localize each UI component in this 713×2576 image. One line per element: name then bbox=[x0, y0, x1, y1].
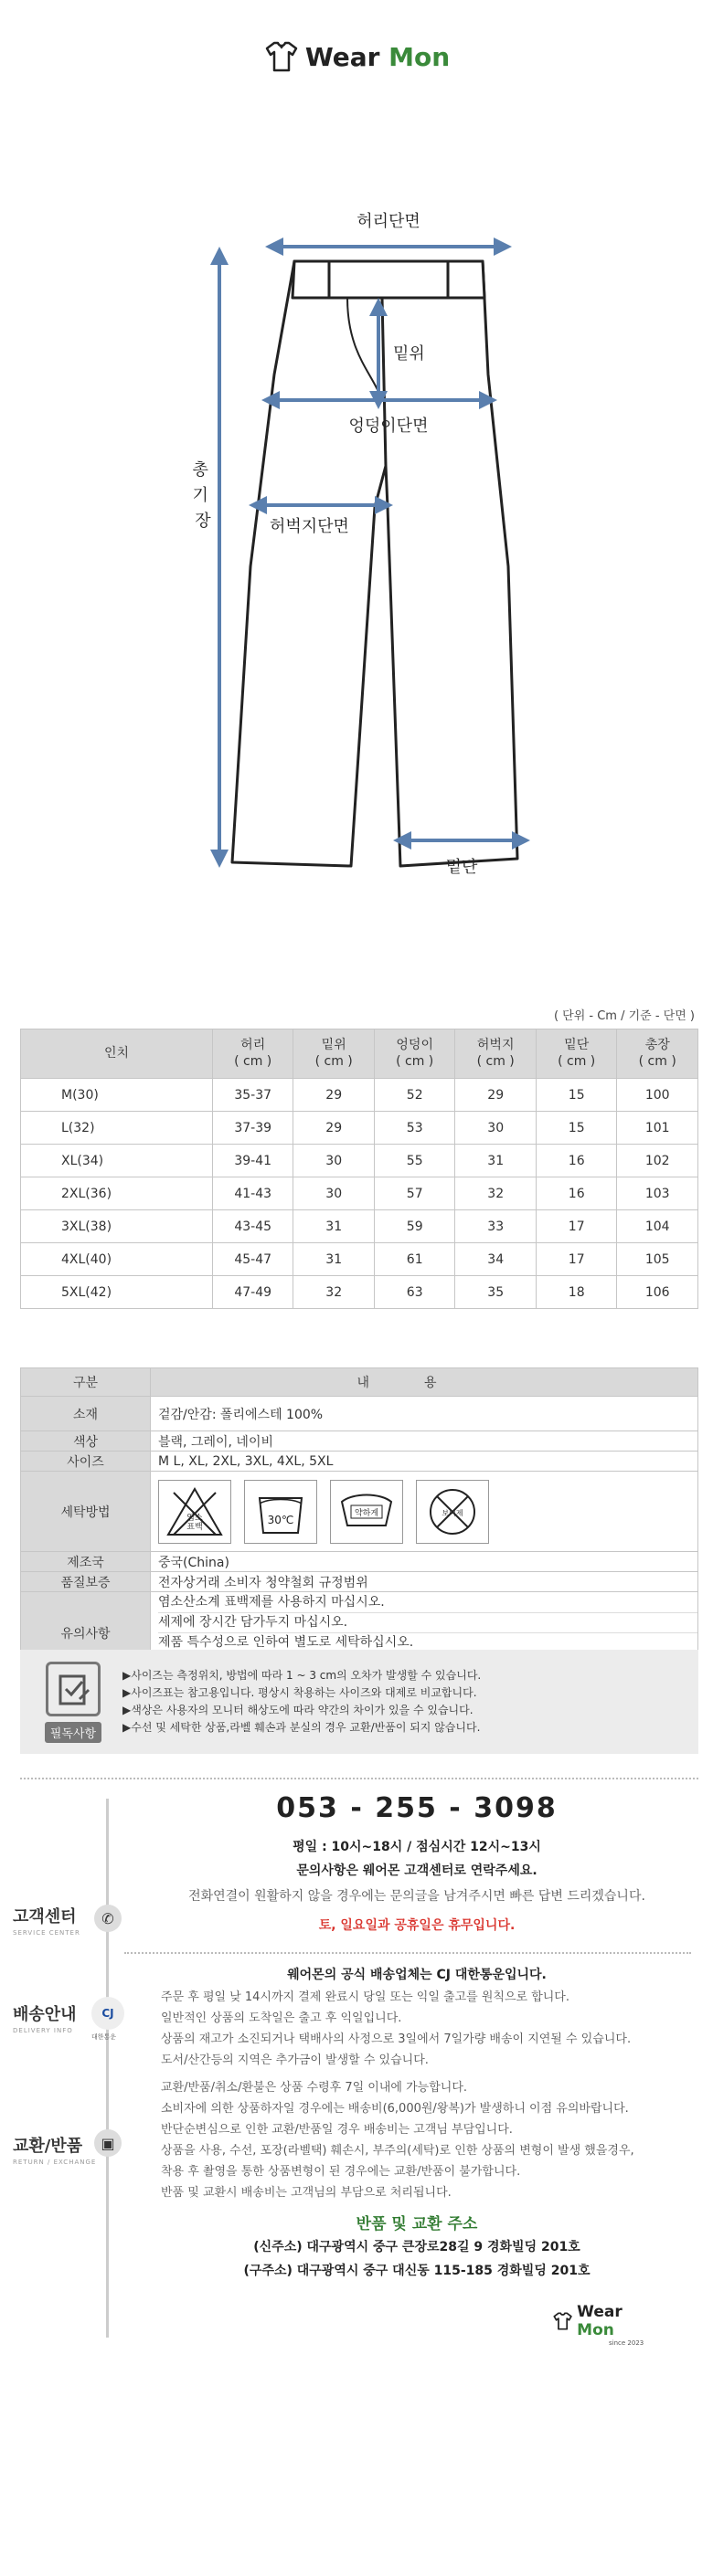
size-cell: 61 bbox=[374, 1243, 455, 1276]
no-dry-clean-icon bbox=[416, 1480, 489, 1544]
cs-closed: 토, 일요일과 공휴일은 휴무입니다. bbox=[318, 1918, 516, 1933]
box-icon: ▣ bbox=[94, 2129, 122, 2157]
notice-label: 필독사항 bbox=[45, 1722, 101, 1743]
notice-line: ▶수선 및 세탁한 상품,라벨 훼손과 분실의 경우 교환/반품이 되지 않습니다. bbox=[122, 1721, 481, 1734]
brand-logo-bottom: Wear Mon since 2023 bbox=[552, 2311, 662, 2338]
size-cell: 106 bbox=[617, 1276, 698, 1309]
delivery-line: 상품의 재고가 소진되거나 택배사의 사정으로 3일에서 7일가량 배송이 지연될 수 있습니다. bbox=[161, 2032, 632, 2046]
size-cell: 30 bbox=[293, 1177, 375, 1210]
size-cell: 32 bbox=[293, 1276, 375, 1309]
return-info bbox=[124, 2077, 709, 2279]
return-line: 착용 후 촬영을 통한 상품변형이 된 경우에는 교환/반품이 불가합니다. bbox=[161, 2165, 521, 2179]
size-cell: 17 bbox=[536, 1243, 617, 1276]
size-row bbox=[21, 1112, 698, 1145]
return-line: 상품을 사용, 수선, 포장(라벨택) 훼손시, 부주의(세탁)로 인한 상품의 변형이 발생 했을경우, bbox=[161, 2144, 634, 2158]
unit-note: ( 단위 - Cm / 기준 - 단면 ) bbox=[553, 1009, 695, 1023]
brand-since: since 2023 bbox=[609, 2339, 644, 2347]
size-cell: 15 bbox=[536, 1079, 617, 1112]
spec-table bbox=[20, 1367, 698, 1674]
size-cell: 29 bbox=[293, 1112, 375, 1145]
size-header-2: 밑위 ( cm ) bbox=[293, 1029, 375, 1079]
size-cell: 34 bbox=[455, 1243, 537, 1276]
delivery-info bbox=[124, 1965, 709, 2071]
size-row bbox=[21, 1079, 698, 1112]
wash-temp: 30℃ bbox=[267, 1513, 294, 1526]
size-cell: 17 bbox=[536, 1210, 617, 1243]
size-value: M L, XL, 2XL, 3XL, 4XL, 5XL bbox=[158, 1453, 334, 1469]
checklist-icon bbox=[46, 1662, 101, 1716]
cs-hours: 평일 : 10시~18시 / 점심시간 12시~13시 bbox=[293, 1840, 541, 1854]
addr-old: (구주소) 대구광역시 중구 대신동 115-185 경화빌딩 201호 bbox=[243, 2264, 591, 2278]
delivery-title: 웨어몬의 공식 배송업체는 CJ 대한통운입니다. bbox=[287, 1968, 547, 1982]
material-key: 소재 bbox=[21, 1397, 151, 1431]
brand-name-b: Mon bbox=[388, 41, 451, 72]
shirt-icon-small bbox=[552, 2311, 573, 2331]
size-cell: 53 bbox=[374, 1112, 455, 1145]
color-key: 색상 bbox=[21, 1431, 151, 1451]
size-header-5: 밑단 ( cm ) bbox=[536, 1029, 617, 1079]
notice-lines bbox=[122, 1667, 481, 1737]
size-cell: 29 bbox=[455, 1079, 537, 1112]
size-cell: 105 bbox=[617, 1243, 698, 1276]
cs-callback: 전화연결이 원활하지 않을 경우에는 문의글을 남겨주시면 빠른 답변 드리겠습니다. bbox=[188, 1889, 645, 1904]
size-cell: 31 bbox=[455, 1145, 537, 1177]
pants-outline bbox=[232, 261, 517, 866]
hem-label: 밑단 bbox=[445, 858, 478, 877]
size-cell: 43-45 bbox=[212, 1210, 293, 1243]
size-cell: 100 bbox=[617, 1079, 698, 1112]
customer-service-section bbox=[0, 1792, 713, 2347]
size-row bbox=[21, 1177, 698, 1210]
notice-line: ▶사이즈는 측정위치, 방법에 따라 1 ~ 3 cm의 오차가 발생할 수 있습니다. bbox=[122, 1669, 482, 1682]
notice-line: ▶사이즈표는 참고용입니다. 평상시 착용하는 사이즈와 대제로 비교합니다. bbox=[122, 1686, 477, 1699]
return-label: 교환/반품 RETURN / EXCHANGE bbox=[13, 2137, 97, 2166]
cs-inquiry: 문의사항은 웨어몬 고객센터로 연락주세요. bbox=[296, 1863, 537, 1878]
cs-phone: 053 - 255 - 3098 bbox=[276, 1792, 558, 1824]
spec-header-key: 구분 bbox=[21, 1368, 151, 1396]
size-cell: 103 bbox=[617, 1177, 698, 1210]
caution-line: 염소산소계 표백제를 사용하지 마십시오. bbox=[158, 1593, 697, 1613]
delivery-line: 도서/산간등의 지역은 추가금이 발생할 수 있습니다. bbox=[161, 2053, 429, 2067]
size-cell: 104 bbox=[617, 1210, 698, 1243]
size-cell: 52 bbox=[374, 1079, 455, 1112]
size-header-4: 허벅지 ( cm ) bbox=[455, 1029, 537, 1079]
size-cell: 41-43 bbox=[212, 1177, 293, 1210]
size-cell: 16 bbox=[536, 1145, 617, 1177]
delivery-line: 주문 후 평일 낮 14시까지 결제 완료시 당일 또는 익일 출고를 원칙으로 합니다. bbox=[161, 1990, 570, 2004]
hand-wash-icon bbox=[330, 1480, 403, 1544]
warranty-value: 전자상거래 소비자 청약철회 규정범위 bbox=[158, 1575, 368, 1590]
size-row bbox=[21, 1243, 698, 1276]
return-line: 반단순변심으로 인한 교환/반품일 경우 배송비는 고객님 부담입니다. bbox=[161, 2123, 513, 2137]
size-cell: 55 bbox=[374, 1145, 455, 1177]
size-cell: 33 bbox=[455, 1210, 537, 1243]
notice-box bbox=[20, 1650, 698, 1754]
size-table bbox=[20, 1029, 698, 1309]
size-cell: 30 bbox=[455, 1112, 537, 1145]
size-cell: 15 bbox=[536, 1112, 617, 1145]
section-divider bbox=[20, 1778, 698, 1779]
origin-key: 제조국 bbox=[21, 1552, 151, 1571]
size-header-1: 허리 ( cm ) bbox=[212, 1029, 293, 1079]
color-value: 블랙, 그레이, 네이비 bbox=[158, 1434, 273, 1450]
size-cell: 37-39 bbox=[212, 1112, 293, 1145]
size-cell: XL(34) bbox=[21, 1145, 213, 1177]
thigh-label: 허벅지단면 bbox=[270, 517, 349, 536]
size-row bbox=[21, 1145, 698, 1177]
size-cell: 31 bbox=[293, 1243, 375, 1276]
no-bleach-icon bbox=[158, 1480, 231, 1544]
wash-key: 세탁방법 bbox=[21, 1472, 151, 1551]
delivery-label: 배송안내 DELIVERY INFO bbox=[13, 2005, 77, 2034]
return-lines bbox=[124, 2077, 709, 2203]
size-cell: 102 bbox=[617, 1145, 698, 1177]
caution-line: 세제에 장시간 담가두지 마십시오. bbox=[158, 1613, 697, 1633]
size-row bbox=[21, 1210, 698, 1243]
size-cell: M(30) bbox=[21, 1079, 213, 1112]
size-row bbox=[21, 1276, 698, 1309]
size-cell: 32 bbox=[455, 1177, 537, 1210]
size-cell: 3XL(38) bbox=[21, 1210, 213, 1243]
delivery-line: 일반적인 상품의 도착일은 출고 후 익일입니다. bbox=[161, 2011, 402, 2025]
side-line bbox=[106, 1799, 109, 2338]
size-cell: 30 bbox=[293, 1145, 375, 1177]
svg-text:염소표백: 염소 표백 bbox=[186, 1513, 203, 1532]
material-value: 겉감/안감: 폴리에스테 100% bbox=[158, 1407, 324, 1422]
wash-icons bbox=[151, 1472, 697, 1551]
rise-label: 밑위 bbox=[393, 344, 425, 364]
phone-icon: ✆ bbox=[94, 1905, 122, 1932]
warranty-key: 품질보증 bbox=[21, 1572, 151, 1591]
return-line: 반품 및 교환시 배송비는 고객님의 부담으로 처리됩니다. bbox=[161, 2186, 452, 2200]
size-cell: 35 bbox=[455, 1276, 537, 1309]
addr-title: 반품 및 교환 주소 bbox=[356, 2215, 478, 2233]
iron-text: 보이제 bbox=[442, 1508, 463, 1517]
size-cell: 35-37 bbox=[212, 1079, 293, 1112]
origin-value: 중국(China) bbox=[158, 1555, 229, 1570]
notice-line: ▶색상은 사용자의 모니터 해상도에 따라 약간의 차이가 있을 수 있습니다. bbox=[122, 1704, 474, 1716]
size-cell: 5XL(42) bbox=[21, 1276, 213, 1309]
return-line: 교환/반품/취소/환불은 상품 수령후 7일 이내에 가능합니다. bbox=[161, 2081, 468, 2095]
return-line: 소비자에 의한 상품하자일 경우에는 배송비(6,000원/왕복)가 발생하니 이점 유의바랍니다. bbox=[161, 2102, 629, 2116]
size-cell: 47-49 bbox=[212, 1276, 293, 1309]
pants-measurement-diagram bbox=[0, 192, 713, 895]
size-header-0: 인치 bbox=[21, 1029, 213, 1079]
size-cell: 63 bbox=[374, 1276, 455, 1309]
center-label: 고객센터 SERVICE CENTER bbox=[13, 1907, 80, 1937]
spec-header-value: 내용 bbox=[356, 1376, 492, 1390]
size-cell: 59 bbox=[374, 1210, 455, 1243]
size-header-3: 엉덩이 ( cm ) bbox=[374, 1029, 455, 1079]
wash-30-icon bbox=[244, 1480, 317, 1544]
notice-badge bbox=[33, 1661, 113, 1743]
brand-name-a: Wear bbox=[304, 41, 389, 72]
size-cell: 18 bbox=[536, 1276, 617, 1309]
size-cell: 16 bbox=[536, 1177, 617, 1210]
size-cell: 101 bbox=[617, 1112, 698, 1145]
size-cell: L(32) bbox=[21, 1112, 213, 1145]
caution-line: 제품 특수성으로 인하여 별도로 세탁하십시오. bbox=[158, 1633, 697, 1653]
shirt-icon bbox=[263, 40, 300, 73]
size-cell: 29 bbox=[293, 1079, 375, 1112]
size-cell: 57 bbox=[374, 1177, 455, 1210]
size-cell: 4XL(40) bbox=[21, 1243, 213, 1276]
size-cell: 2XL(36) bbox=[21, 1177, 213, 1210]
caution-key: 유의사항 bbox=[21, 1592, 151, 1673]
cj-label: 대한통운 bbox=[91, 2033, 117, 2041]
length-label: 총 기 장 bbox=[192, 460, 211, 531]
size-cell: 39-41 bbox=[212, 1145, 293, 1177]
size-key: 사이즈 bbox=[21, 1452, 151, 1471]
size-cell: 31 bbox=[293, 1210, 375, 1243]
hand-wash-text: 약하게 bbox=[354, 1508, 379, 1518]
addr-new: (신주소) 대구광역시 중구 큰장로28길 9 경화빌딩 201호 bbox=[253, 2240, 580, 2254]
size-header-6: 총장 ( cm ) bbox=[617, 1029, 698, 1079]
waist-label: 허리단면 bbox=[356, 212, 420, 231]
delivery-lines bbox=[124, 1987, 709, 2071]
hip-label: 엉덩이단면 bbox=[348, 417, 429, 436]
cj-logo: CJ bbox=[91, 1997, 124, 2030]
size-cell: 45-47 bbox=[212, 1243, 293, 1276]
cs-info bbox=[124, 1837, 709, 1934]
brand-logo-top bbox=[0, 38, 713, 75]
